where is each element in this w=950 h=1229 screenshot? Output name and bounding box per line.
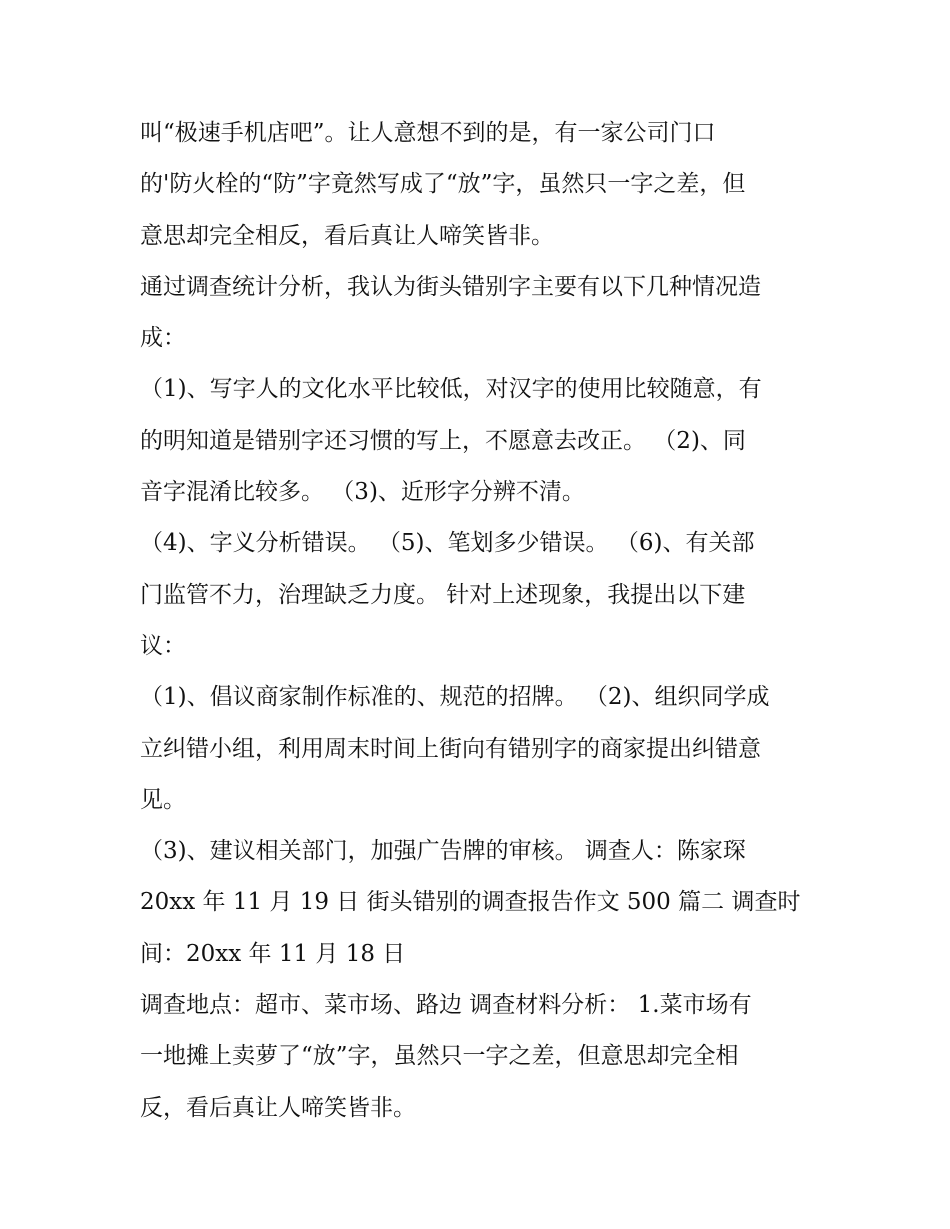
text-line: 通过调查统计分析，我认为街头错别字主要有以下几种情况造 <box>140 273 761 300</box>
text-line: 反，看后真让人啼笑皆非。 <box>140 1094 416 1121</box>
text-line: 一地摊上卖萝了“放”字，虽然只一字之差，但意思却完全相 <box>140 1043 739 1070</box>
text-line: 立纠错小组，利用周末时间上街向有错别字的商家提出纠错意 <box>140 735 761 762</box>
text-line: 叫“极速手机店吧”。让人意想不到的是，有一家公司门口 <box>140 120 716 146</box>
text-line: 音字混淆比较多。 （3)、近形字分辨不清。 <box>140 479 585 506</box>
text-line: 间：20xx 年 11 月 18 日 <box>140 940 406 967</box>
text-line: 议： <box>140 632 186 659</box>
text-line: 见。 <box>140 786 186 813</box>
text-line: 成： <box>140 325 186 352</box>
body-text <box>140 108 820 1134</box>
text-line: （1)、写字人的文化水平比较低，对汉字的使用比较随意，有 <box>140 376 762 403</box>
text-line: 调查地点：超市、菜市场、路边 调查材料分析： 1.菜市场有 <box>140 992 752 1019</box>
text-line: 20xx 年 11 月 19 日 街头错别的调查报告作文 500 篇二 调查时 <box>140 889 801 916</box>
text-line: （4)、字义分析错误。 （5)、笔划多少错误。 （6)、有关部 <box>140 530 755 557</box>
text-line: 门监管不力，治理缺乏力度。 针对上述现象，我提出以下建 <box>140 581 746 608</box>
text-line: 的明知道是错别字还习惯的写上，不愿意去改正。 （2)、同 <box>140 427 746 454</box>
text-line: （3)、建议相关部门，加强广告牌的审核。 调查人：陈家琛 <box>140 838 746 865</box>
text-line: 的'防火栓的“防”字竟然写成了“放”字，虽然只一字之差，但 <box>140 171 746 198</box>
text-line: 意思却完全相反，看后真让人啼笑皆非。 <box>140 222 554 249</box>
text-line: （1)、倡议商家制作标准的、规范的招牌。 （2)、组织同学成 <box>140 684 770 711</box>
